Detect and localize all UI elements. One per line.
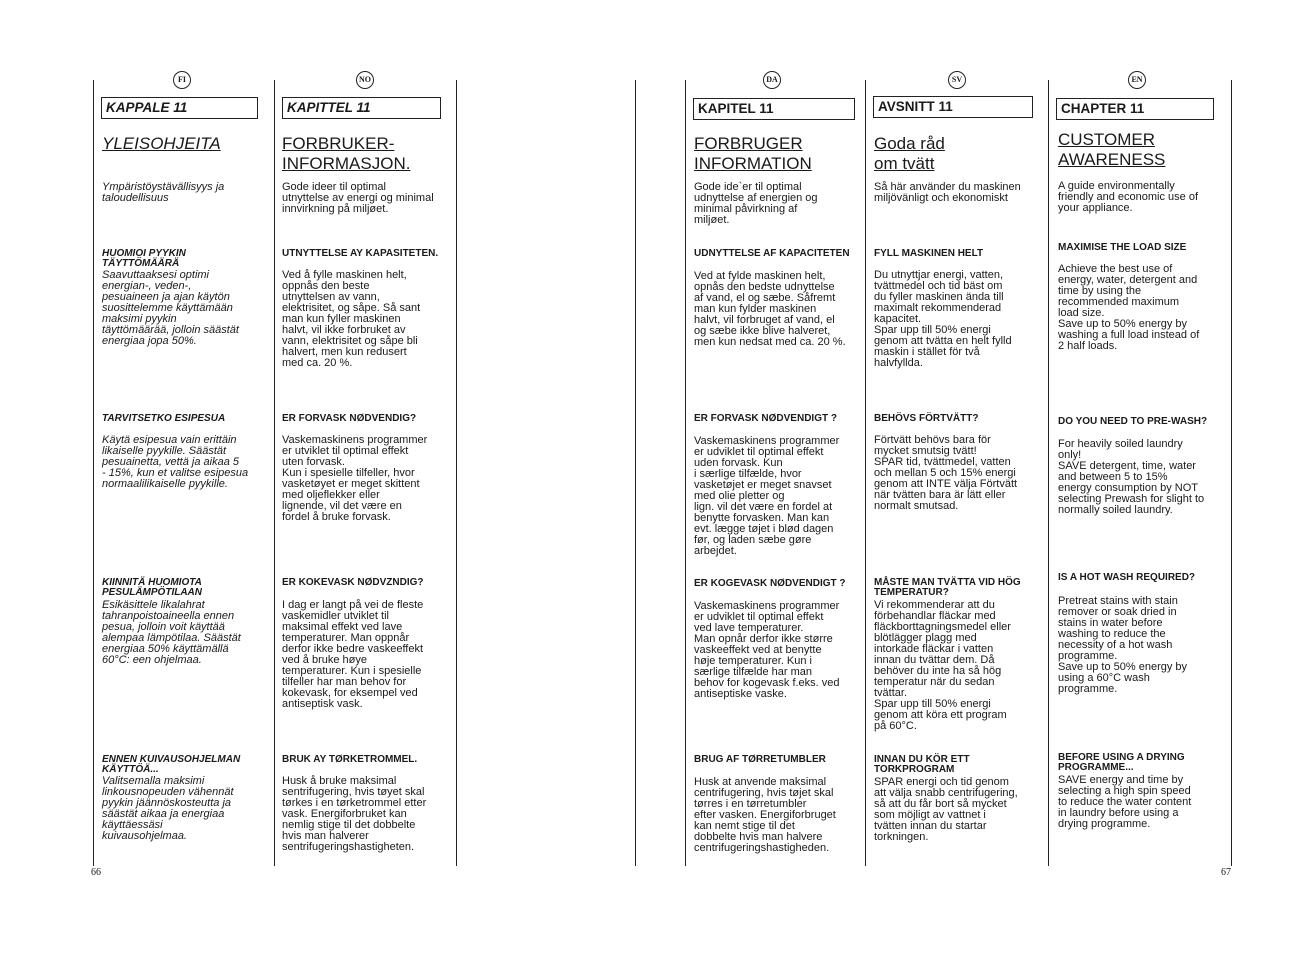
body-load-da: Ved at fylde maskinen helt, opnås den bedste udnyttelse af vand, el og sæbe. Såfremt man kun fylder maskinen halvt, vil forbruget af vand, el og sæbe ikke blive halveret, men kun nedsat med ca. 20 %.: [694, 270, 846, 348]
heading-hotwash-en: IS A HOT WASH REQUIRED?: [1058, 572, 1196, 583]
chapter-label-fi: KAPPALE 11: [101, 97, 258, 119]
heading-hotwash-da: ER KOGEVASK NØDVENDIGT ?: [694, 578, 846, 589]
chapter-label-en: CHAPTER 11: [1056, 98, 1214, 120]
body-prewash-da: Vaskemaskinens programmer er udviklet til optimal effekt uden forvask. Kun i særlige tilfælde, hvor vasketøjet er meget snavset med olie pletter og lign. vil det være en fordel at benytte forvasken. Man kan evt. lægge tøjet i blød dagen før, og laden sæbe gøre arbejdet.: [694, 435, 840, 557]
heading-drying-en: BEFORE USING A DRYING PROGRAMME...: [1058, 752, 1185, 773]
body-prewash-sv: Förtvätt behövs bara för mycket smutsig tvätt! SPAR tid, tvättmedel, vatten och mellan 5 och 15% energi genom att INTE välja Förtvätt när tvätten bara är lätt eller normalt smutsad.: [874, 434, 1018, 512]
heading-drying-da: BRUG AF TØRRETUMBLER: [694, 754, 826, 765]
heading-prewash-da: ER FORVASK NØDVENDIGT ?: [694, 413, 837, 424]
heading-hotwash-fi: KIINNITÄ HUOMIOTA PESULÄMPÖTILAAN: [102, 577, 202, 598]
page-number-left: 66: [91, 867, 101, 878]
section-title-da: FORBRUGER INFORMATION: [694, 134, 812, 173]
heading-load-da: UDNYTTELSE AF KAPACITETEN: [694, 248, 850, 259]
heading-load-sv: FYLL MASKINEN HELT: [874, 248, 984, 259]
column-divider: [274, 80, 275, 866]
body-hotwash-da: Vaskemaskinens programmer er udviklet til optimal effekt ved lave temperaturer. Man opnår derfor ikke større vaskeeffekt ved at benytte høje temperaturer. Kun i særlige tilfælde har man behov for kogevask f.eks. ved antiseptiske vaske.: [694, 600, 840, 700]
heading-drying-fi: ENNEN KUIVAUSOHJELMAN KÄYTTÖÄ...: [102, 754, 241, 775]
body-hotwash-sv: Vi rekommenderar att du förbehandlar fläckar med fläckborttagningsmedel eller blötlägger plagg med intorkade fläckar i vatten innan du tvättar dem. Då behöver du inte ha så hög temperatur när du sedan tvättar. Spar upp till 50% energi genom att köra ett program på 60°C.: [874, 599, 1011, 732]
heading-load-en: MAXIMISE THE LOAD SIZE: [1058, 242, 1187, 253]
body-drying-no: Husk å bruke maksimal sentrifugering, hvis tøyet skal tørkes i en tørketrommel etter vask. Energiforbruket kan nemlig stige til det dobbelte hvis man halverer sentrifugeringshastigheten.: [282, 775, 427, 853]
body-prewash-en: For heavily soiled laundry only! SAVE detergent, time, water and between 5 to 15% energy consumption by NOT selecting Prewash for slight to normally soiled laundry.: [1058, 438, 1205, 516]
heading-load-no: UTNYTTELSE AY KAPASITETEN.: [282, 248, 439, 259]
section-title-sv: Goda råd om tvätt: [874, 134, 945, 173]
language-badge-fi: FI: [173, 71, 191, 89]
body-hotwash-no: I dag er langt på vei de fleste vaskemidler utviklet til maksimal effekt ved lave temperaturer. Man oppnår derfor ikke bedre vaskeeffekt ved å bruke høye temperaturer. Kun i spesielle tilfeller har man behov for kokevask, for eksempel ved antiseptisk vask.: [282, 599, 424, 710]
heading-drying-sv: INNAN DU KÖR ETT TORKPROGRAM: [874, 754, 970, 775]
intro-text-fi: Ympäristöystävällisyys ja taloudellisuus: [102, 181, 225, 204]
section-title-en: CUSTOMER AWARENESS: [1058, 130, 1166, 169]
body-hotwash-fi: Esikäsittele likalahrat tahranpoistoaineella ennen pesua, jolloin voit käyttää alempaa lämpötilaa. Säästät energiaa 50% käyttämällä 60°C: een ohjelmaa.: [102, 599, 241, 666]
page-number-right: 67: [1221, 867, 1231, 878]
heading-prewash-no: ER FORVASK NØDVENDIG?: [282, 413, 417, 424]
column-divider: [1048, 80, 1049, 866]
body-drying-fi: Valitsemalla maksimi linkousnopeuden vähennät pyykin jäännöskosteutta ja säästät aikaa ja energiaa käyttäessäsi kuivausohjelmaa.: [102, 775, 234, 842]
chapter-label-sv: AVSNITT 11: [873, 96, 1033, 118]
column-divider: [685, 80, 686, 866]
body-drying-sv: SPAR energi och tid genom att välja snabb centrifugering, så att du får bort så mycket som möjligt av vattnet i tvätten innan du startar torkningen.: [874, 776, 1018, 843]
body-load-en: Achieve the best use of energy, water, detergent and time by using the recommended maximum load size. Save up to 50% energy by washing a full load instead of 2 half loads.: [1058, 263, 1200, 352]
body-drying-en: SAVE energy and time by selecting a high spin speed to reduce the water content in laundry before using a drying programme.: [1058, 774, 1192, 830]
section-title-no: FORBRUKER- INFORMASJON.: [282, 134, 411, 173]
language-badge-no: NO: [356, 71, 374, 89]
section-title-fi: YLEISOHJEITA: [102, 134, 221, 153]
column-divider: [865, 80, 866, 866]
heading-hotwash-sv: MÅSTE MAN TVÄTTA VID HÖG TEMPERATUR?: [874, 577, 1021, 598]
language-badge-en: EN: [1128, 71, 1146, 89]
body-load-fi: Saavuttaaksesi optimi energian-, veden-, pesuaineen ja ajan käytön suosittelemme käyttämään maksimi pyykin täyttömäärää, jolloin säästät energiaa jopa 50%.: [102, 269, 239, 347]
column-divider: [93, 80, 94, 866]
intro-text-no: Gode ideer til optimal utnyttelse av energi og minimal innvirkning på miljøet.: [282, 181, 434, 215]
body-prewash-no: Vaskemaskinens programmer er utviklet til optimal effekt uten forvask. Kun i spesielle tilfeller, hvor vasketøyet er meget skittent med oljeflekker eller lignende, vil det være en fordel å bruke forvask.: [282, 434, 428, 523]
body-drying-da: Husk at anvende maksimal centrifugering, hvis tøjet skal tørres i en tørretumbler efter vasken. Energiforbruget kan nemt stige til det dobbelte hvis man halvere centrifugeringshastigheden.: [694, 776, 836, 854]
chapter-label-no: KAPITTEL 11: [282, 97, 441, 119]
heading-load-fi: HUOMIOI PYYKIN TÄYTTÖMÄÄRÄ: [102, 248, 186, 269]
heading-prewash-sv: BEHÖVS FÖRTVÄTT?: [874, 413, 979, 424]
intro-text-da: Gode ide`er til optimal udnyttelse af energien og minimal påvirkning af miljøet.: [694, 181, 818, 226]
chapter-label-da: KAPITEL 11: [693, 98, 855, 120]
column-divider: [456, 80, 457, 866]
heading-prewash-fi: TARVITSETKO ESIPESUA: [102, 413, 226, 424]
column-divider: [1231, 80, 1232, 866]
language-badge-da: DA: [763, 71, 781, 89]
body-load-no: Ved å fylle maskinen helt, oppnås den beste utnyttelsen av vann, elektrisitet, og såpe. Så sant man kun fyller maskinen halvt, vil ikke forbruket av vann, elektrisitet og såpe bli halvert, men kun redusert med ca. 20 %.: [282, 269, 421, 369]
page-edge-left: [635, 80, 636, 866]
heading-drying-no: BRUK AY TØRKETROMMEL.: [282, 754, 418, 765]
body-prewash-fi: Käytä esipesua vain erittäin likaiselle pyykille. Säästät pesuainetta, vettä ja aikaa 5 - 15%, kun et valitse esipesua normaalilikaiselle pyykille.: [102, 434, 249, 490]
body-hotwash-en: Pretreat stains with stain remover or soak dried in stains in water before washing to reduce the necessity of a hot wash programme. Save up to 50% energy by using a 60°C wash programme.: [1058, 595, 1188, 695]
heading-hotwash-no: ER KOKEVASK NØDVZNDIG?: [282, 577, 424, 588]
language-badge-sv: SV: [948, 71, 966, 89]
heading-prewash-en: DO YOU NEED TO PRE-WASH?: [1058, 416, 1208, 427]
intro-text-sv: Så här använder du maskinen miljövänligt och ekonomiskt: [874, 181, 1021, 204]
intro-text-en: A guide environmentally friendly and economic use of your appliance.: [1058, 180, 1199, 214]
body-load-sv: Du utnyttjar energi, vatten, tvättmedel och tid bäst om du fyller maskinen ända till maximalt rekommenderad kapacitet. Spar upp till 50% energi genom att tvätta en helt fylld maskin i stället för två halvfyllda.: [874, 269, 1012, 369]
